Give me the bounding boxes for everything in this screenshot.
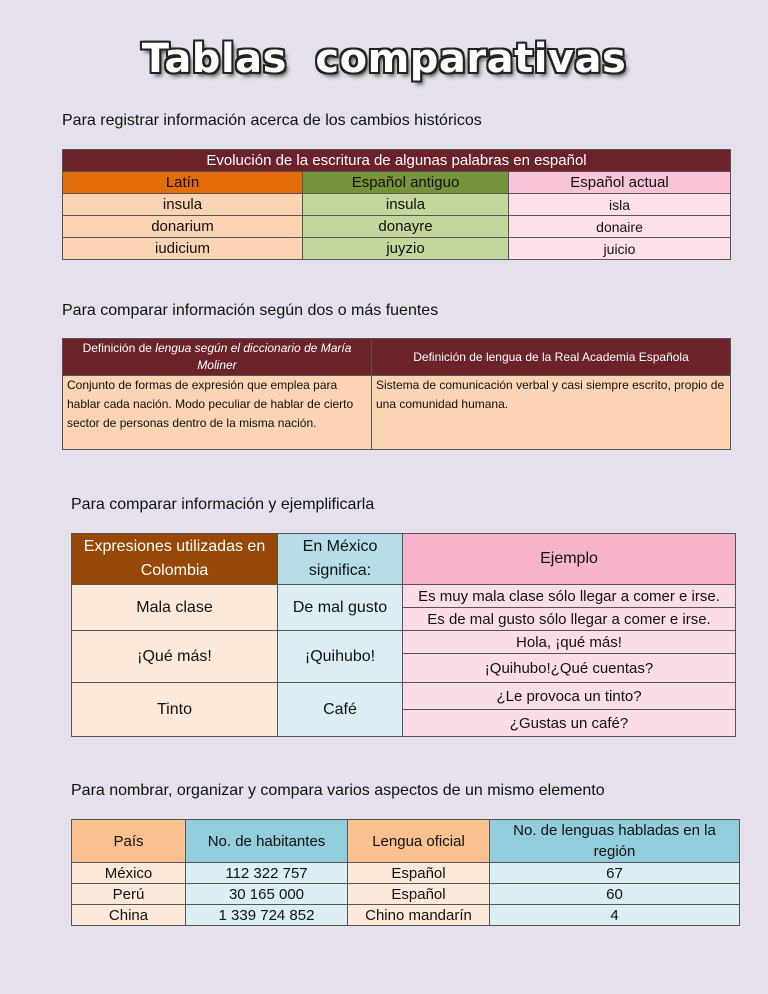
- cell-old-spanish: insula: [303, 194, 509, 216]
- table-row: [72, 631, 736, 654]
- rae-definition: Sistema de comunicación verbal y casi siempre escrito, propio de una comunidad humana.: [372, 376, 731, 450]
- word-evolution-table: [62, 149, 731, 260]
- cell-languages-spoken: 4: [490, 905, 740, 926]
- cell-latin: iudicium: [63, 238, 303, 260]
- table-row: [63, 216, 731, 238]
- cell-example: ¿Le provoca un tinto?: [403, 683, 736, 710]
- cell-example: Hola, ¡qué más!: [403, 631, 736, 654]
- table-row: [72, 863, 740, 884]
- column-header-moliner: [63, 339, 372, 376]
- table-row: [72, 585, 736, 608]
- cell-languages-spoken: 67: [490, 863, 740, 884]
- cell-example: ¡Quihubo!¿Qué cuentas?: [403, 654, 736, 683]
- cell-official-language: Español: [348, 884, 490, 905]
- column-header-languages-spoken: No. de lenguas habladas en la región: [490, 820, 740, 863]
- table-row: [63, 194, 731, 216]
- cell-example: Es de mal gusto sólo llegar a comer e irse.: [403, 608, 736, 631]
- column-header-current-spanish: Español actual: [509, 172, 731, 194]
- page-title: Tablas comparativas: [141, 36, 627, 82]
- section4-heading: Para nombrar, organizar y compara varios aspectos de un mismo elemento: [71, 782, 605, 799]
- definitions-table: [62, 338, 731, 450]
- cell-old-spanish: donayre: [303, 216, 509, 238]
- cell-colombia: ¡Qué más!: [72, 631, 278, 683]
- cell-colombia: Mala clase: [72, 585, 278, 631]
- cell-languages-spoken: 60: [490, 884, 740, 905]
- cell-example: Es muy mala clase sólo llegar a comer e irse.: [403, 585, 736, 608]
- cell-current-spanish: donaire: [509, 216, 731, 238]
- column-header-rae: Definición de lengua de la Real Academia Española: [372, 339, 731, 376]
- section2-heading: Para comparar información según dos o más fuentes: [62, 302, 439, 319]
- table-row: [72, 683, 736, 710]
- table-row: [72, 905, 740, 926]
- cell-old-spanish: juyzio: [303, 238, 509, 260]
- column-header-old-spanish: Español antiguo: [303, 172, 509, 194]
- column-header-official-language: Lengua oficial: [348, 820, 490, 863]
- cell-population: 30 165 000: [186, 884, 348, 905]
- column-header-population: No. de habitantes: [186, 820, 348, 863]
- cell-mexico: Café: [278, 683, 403, 737]
- cell-population: 112 322 757: [186, 863, 348, 884]
- cell-current-spanish: juicio: [509, 238, 731, 260]
- column-header-mexico: En México significa:: [278, 534, 403, 585]
- section3-heading: Para comparar información y ejemplificarla: [71, 496, 375, 513]
- cell-official-language: Español: [348, 863, 490, 884]
- section1-heading: Para registrar información acerca de los cambios históricos: [62, 112, 482, 129]
- cell-colombia: Tinto: [72, 683, 278, 737]
- column-header-example: Ejemplo: [403, 534, 736, 585]
- column-header-latin: Latín: [63, 172, 303, 194]
- moliner-definition: Conjunto de formas de expresión que emplea para hablar cada nación. Modo peculiar de hablar de cierto sector de personas dentro de la misma nación.: [63, 376, 372, 450]
- cell-example: ¿Gustas un café?: [403, 710, 736, 737]
- cell-country: Perú: [72, 884, 186, 905]
- header-italic: lengua según el diccionario de María Moliner: [155, 341, 352, 372]
- cell-current-spanish: isla: [509, 194, 731, 216]
- table-row: [63, 238, 731, 260]
- cell-country: México: [72, 863, 186, 884]
- cell-country: China: [72, 905, 186, 926]
- cell-official-language: Chino mandarín: [348, 905, 490, 926]
- header-prefix: Definición de: [82, 341, 156, 355]
- table-title: Evolución de la escritura de algunas palabras en español: [63, 150, 731, 172]
- expressions-table: [71, 533, 736, 737]
- column-header-country: País: [72, 820, 186, 863]
- cell-latin: insula: [63, 194, 303, 216]
- cell-latin: donarium: [63, 216, 303, 238]
- cell-mexico: ¡Quihubo!: [278, 631, 403, 683]
- cell-mexico: De mal gusto: [278, 585, 403, 631]
- cell-population: 1 339 724 852: [186, 905, 348, 926]
- table-row: [72, 884, 740, 905]
- column-header-colombia: Expresiones utilizadas en Colombia: [72, 534, 278, 585]
- countries-table: [71, 819, 740, 926]
